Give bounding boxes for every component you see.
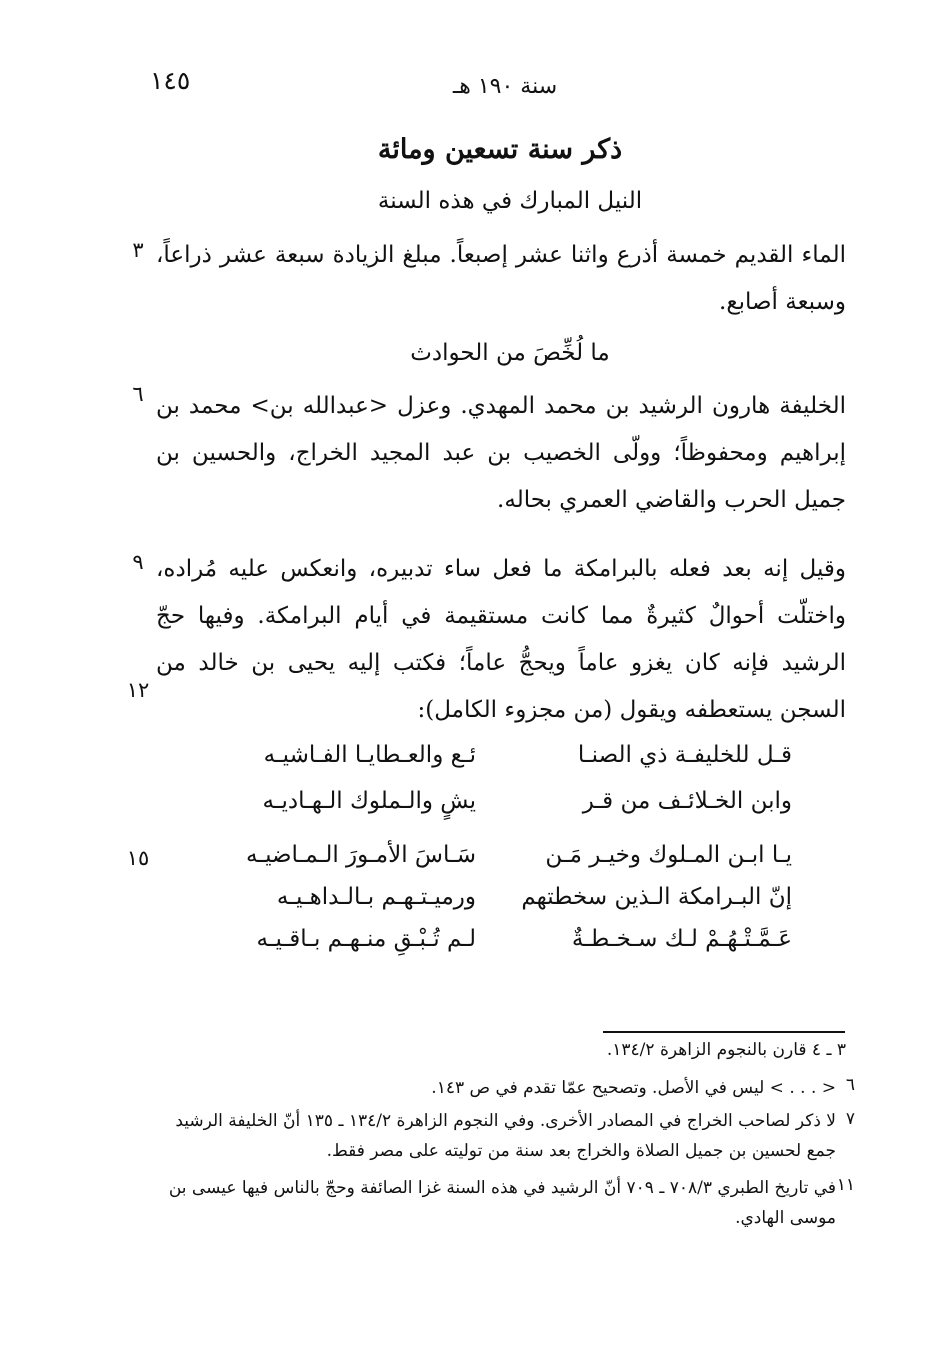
line-number: ٦ xyxy=(132,382,144,406)
verse-second-hemistich: يشٍ والـملوك الـهـاديـه xyxy=(262,788,476,814)
verse-first-hemistich: عَـمَّـتْـهُـمْ لـك سـخـطـةٌ xyxy=(571,926,792,952)
verse-first-hemistich: إنّ البـرامكة الـذين سخطتهم xyxy=(521,884,792,910)
line-number: ١٥ xyxy=(126,846,150,870)
verse-first-hemistich: وابن الخـلائـف من قـر xyxy=(582,788,792,814)
running-head: سنة ١٩٠ هـ xyxy=(452,74,558,99)
footnote-number: ١١ xyxy=(836,1175,855,1195)
footnote-text: لا ذكر لصاحب الخراج في المصادر الأخرى. وفي النجوم الزاهرة ١٣٤/٢ ـ ١٣٥ أنّ الخليفة الرشيد جمع لحسين بن جميل الصلاة والخراج بعد سنة من توليته على مصر فقط. xyxy=(175,1111,836,1161)
footnote-text: في تاريخ الطبري ٧٠٨/٣ ـ ٧٠٩ أنّ الرشيد في هذه السنة غزا الصائفة وحجّ بالناس فيها عيسى بن موسى الهادي. xyxy=(168,1178,836,1228)
footnote-number: ٦ xyxy=(845,1075,855,1095)
paragraph-events-1: الخليفة هارون الرشيد بن محمد المهدي. وعزل <عبدالله بن> محمد بن إبراهيم ومحفوظاً؛ وولّى الخصيب بن عبد المجيد الخراج، والحسين بن جميل الحرب والقاضي العمري بحاله. xyxy=(156,393,846,513)
page-number: ١٤٥ xyxy=(150,66,191,95)
line-number: ٩ xyxy=(132,550,144,574)
chapter-title: ذكر سنة تسعين ومائة xyxy=(377,134,623,165)
verse-second-hemistich: ورميـتـهـم بـالـداهـيـه xyxy=(276,884,476,910)
footnote-divider xyxy=(603,1031,845,1033)
line-number: ٣ xyxy=(132,238,144,262)
verse-first-hemistich: قـل للخليفـة ذي الصنـا xyxy=(577,742,792,768)
paragraph-nile: الماء القديم خمسة أذرع واثنا عشر إصبعاً. مبلغ الزيادة سبعة عشر ذراعاً، وسبعة أصابع. xyxy=(156,242,846,315)
section-title-nile: النيل المبارك في هذه السنة xyxy=(377,188,643,214)
verse-second-hemistich: لـم تُـبْـقِ منـهـم بـاقـيـه xyxy=(256,926,476,952)
footnote-text: ٣ ـ ٤ قارن بالنجوم الزاهرة ١٣٤/٢. xyxy=(606,1040,846,1060)
verse-first-hemistich: يـا ابـن المـلوك وخيـر مَـن xyxy=(545,842,792,868)
line-number: ١٢ xyxy=(126,678,150,702)
footnote-text: < . . . > ليس في الأصل. وتصحيح عمّا تقدم في ص ١٤٣. xyxy=(431,1078,836,1098)
section-title-events: ما لُخِّصَ من الحوادث xyxy=(410,340,610,366)
verse-second-hemistich: ئـع والعـطايـا الفـاشيـه xyxy=(263,742,476,768)
footnote-number: ٧ xyxy=(845,1109,855,1129)
paragraph-events-2: وقيل إنه بعد فعله بالبرامكة ما فعل ساء تدبيره، وانعكس عليه مُراده، واختلّت أحوالٌ كثيرةٌ مما كانت مستقيمة في أيام البرامكة. وفيها حجّ الرشيد فإنه كان يغزو عاماً ويحجُّ عاماً؛ فكتب إليه يحيى بن خالد من السجن يستعطفه ويقول (من مجزوء الكامل): xyxy=(156,556,846,723)
verse-second-hemistich: سَـاسَ الأمـورَ الـمـاضيـه xyxy=(246,842,476,868)
